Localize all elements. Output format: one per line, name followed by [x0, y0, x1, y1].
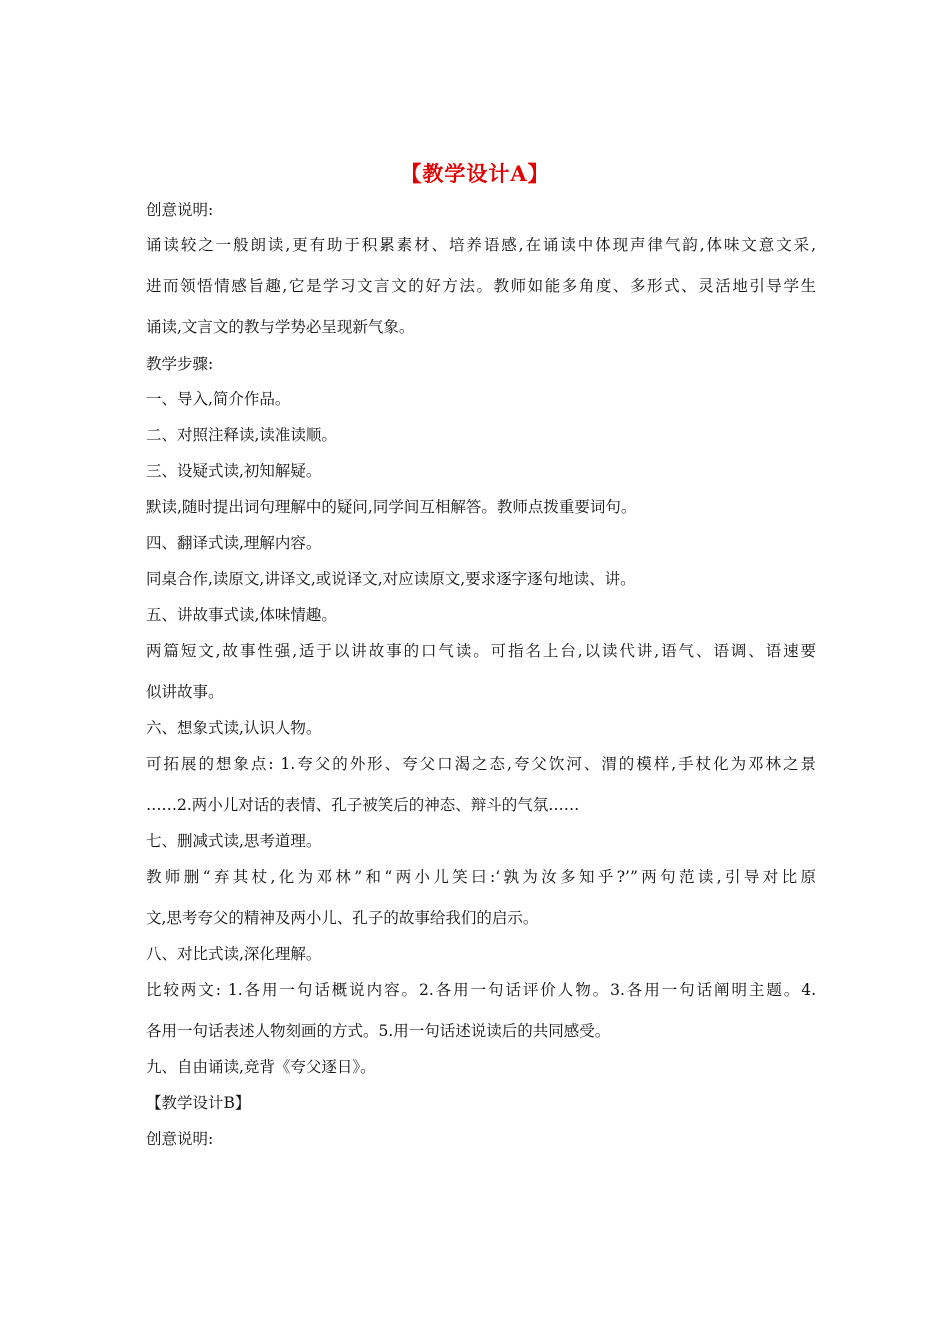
step-description: 可拓展的想象点: 1.夸父的外形、夸父口渴之态,夸父饮河、渭的模样,手杖化为邓林之景 [146, 755, 816, 773]
section-label-creative-note: 创意说明: [146, 1130, 214, 1148]
section-heading-design-b: 【教学设计B】 [146, 1094, 251, 1112]
step-description: ……2.两小儿对话的表情、孔子被笑后的神态、辩斗的气氛…… [146, 796, 580, 814]
step-description: 默读,随时提出词句理解中的疑问,同学间互相解答。教师点拨重要词句。 [146, 498, 637, 516]
step-heading: 四、翻译式读,理解内容。 [146, 534, 322, 552]
step-heading: 二、对照注释读,读准读顺。 [146, 426, 337, 444]
step-heading: 六、想象式读,认识人物。 [146, 719, 322, 737]
step-heading: 一、导入,简介作品。 [146, 390, 291, 408]
step-description: 文,思考夸父的精神及两小儿、孔子的故事给我们的启示。 [146, 909, 539, 927]
paragraph-line: 进而领悟情感旨趣,它是学习文言文的好方法。教师如能多角度、多形式、灵活地引导学生 [146, 277, 816, 295]
paragraph-line: 诵读较之一般朗读,更有助于积累素材、培养语感,在诵读中体现声律气韵,体味文意文采, [146, 236, 816, 254]
step-description: 似讲故事。 [146, 683, 224, 701]
step-heading: 五、讲故事式读,体味情趣。 [146, 606, 337, 624]
paragraph-line: 诵读,文言文的教与学势必呈现新气象。 [146, 318, 415, 336]
step-description: 两篇短文,故事性强,适于以讲故事的口气读。可指名上台,以读代讲,语气、语调、语速要 [146, 642, 816, 660]
step-description: 各用一句话表述人物刻画的方式。5.用一句话述说读后的共同感受。 [146, 1022, 611, 1040]
step-heading: 八、对比式读,深化理解。 [146, 945, 322, 963]
step-description: 比较两文: 1.各用一句话概说内容。2.各用一句话评价人物。3.各用一句话阐明主题。4. [146, 981, 816, 999]
section-label-teaching-steps: 教学步骤: [146, 355, 214, 373]
step-description: 同桌合作,读原文,讲译文,或说译文,对应读原文,要求逐字逐句地读、讲。 [146, 570, 636, 588]
step-heading: 三、设疑式读,初知解疑。 [146, 462, 322, 480]
document-title: 【教学设计A】 [400, 161, 550, 186]
step-description: 教师删“弃其杖,化为邓林”和“两小儿笑曰:‘孰为汝多知乎?’”两句范读,引导对比原 [146, 868, 816, 886]
step-heading: 九、自由诵读,竞背《夸父逐日》。 [146, 1058, 376, 1076]
section-label-creative-note: 创意说明: [146, 201, 214, 219]
step-heading: 七、删减式读,思考道理。 [146, 832, 322, 850]
